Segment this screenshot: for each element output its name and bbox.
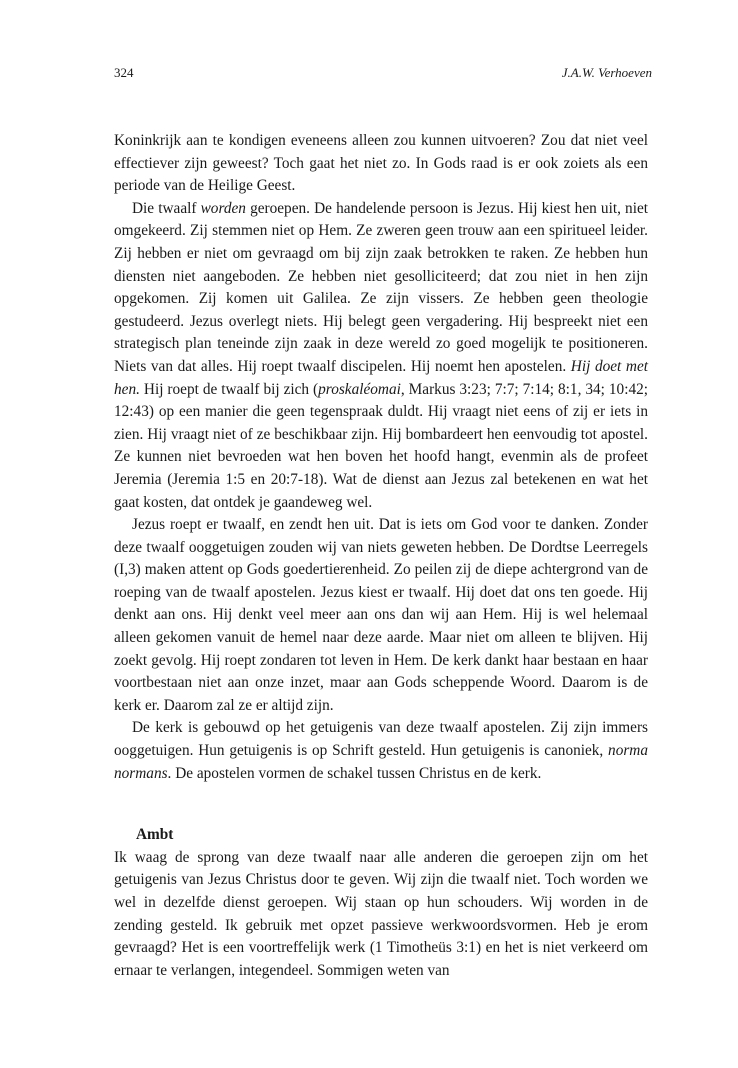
italic-norma-normans: norma normans xyxy=(114,742,648,782)
text-run: geroepen. De handelende persoon is Jezus. Hij kiest hen uit, niet omgekeerd. Zij stemmen niet op Hem. Ze zweren geen trouw aan een spiritueel leider. Zij hebben er niet om gevraagd om bij zijn zaak betrokken te raken. Ze hebben hun diensten niet aangeboden. Ze hebben niet gesolliciteerd; dat zou niet in hen zijn opgekomen. Zij komen uit Galilea. Ze zijn vissers. Ze hebben geen theologie gestudeerd. Jezus overlegt niets. Hij belegt geen vergadering. Hij bespreekt niet een strategisch plan teneinde zijn zaak in deze wereld zo goed mogelijk te positioneren. Niets van dat alles. Hij roept twaalf discipelen. Hij noemt hen apostelen. xyxy=(114,199,648,375)
section-heading-ambt: Ambt xyxy=(136,826,174,844)
paragraph-kerk-gebouwd xyxy=(114,717,648,785)
italic-proskaleomai: proskaléomai xyxy=(318,380,401,398)
italic-hij-doet-met-hen: Hij doet met hen. xyxy=(114,357,648,398)
paragraph-text: Jezus roept er twaalf, en zendt hen uit. Dat is iets om God voor te danken. Zonder deze twaalf ooggetuigen zouden wij van niets geweten hebben. De Dordtse Leerregels (I,3) maken attent op Gods goedertierenheid. Zo peilen zij de diepe achtergrond van de roeping van de twaalf apostelen. Jezus kiest er twaalf. Hij doet dat ons ten goede. Hij denkt aan ons. Hij denkt veel meer aan ons dan wij aan Hem. Hij is wel helemaal alleen gekomen vanuit de hemel naar deze aarde. Maar niet om alleen te blijven. Hij zoekt gevolg. Hij roept zondaren tot leven in Hem. De kerk dankt haar bestaan en haar voortbestaan niet aan onze inzet, maar aan Gods scheppende Woord. Daarom is de kerk er. Daarom zal ze er altijd zijn. xyxy=(114,516,648,714)
body-text xyxy=(114,130,648,982)
text-run: De kerk is gebouwd op het getuigenis van deze twaalf apostelen. Zij zijn immers ooggetuigen. Hun getuigenis is op Schrift gesteld. Hun getuigenis is canoniek, xyxy=(114,719,648,760)
paragraph-text: Koninkrijk aan te kondigen eveneens alleen zou kunnen uitvoeren? Zou dat niet veel effectiever zijn geweest? Toch gaat het niet zo. In Gods raad is er ook zoiets als een periode van de Heilige Geest. xyxy=(114,132,648,195)
paragraph-ambt xyxy=(114,847,648,983)
paragraph-twaalf-geroepen xyxy=(114,198,648,514)
text-run: , Markus 3:23; 7:7; 7:14; 8:1, 34; 10:42; 12:43) op een manier die geen tegenspraak duldt. Hij vraagt niet eens of zij er iets in zien. Hij vraagt niet of ze beschikbaar zijn. Hij bombardeert hen eenvoudig tot apostel. Ze kunnen niet bevroeden wat hen boven het hoofd hangt, evenmin als de profeet Jeremia (Jeremia 1:5 en 20:7-18). Wat de dienst aan Jezus zal betekenen en wat het gaat kosten, dat ontdek je gaandeweg wel. xyxy=(114,380,649,511)
paragraph-text: Ik waag de sprong van deze twaalf naar alle anderen die geroepen zijn om het getuigenis van Jezus Christus door te geven. Wij zijn die twaalf niet. Toch worden we wel in dezelfde dienst geroepen. Wij staan op hun schouders. Wij worden in de zending gesteld. Ik gebruik met opzet passieve werkwoordsvormen. Heb je erom gevraagd? Het is een voortreffelijk werk (1 Timotheüs 3:1) en het is niet verkeerd om ernaar te verlangen, integendeel. Sommigen weten van xyxy=(114,848,648,979)
page-number: 324 xyxy=(114,65,134,80)
running-title: J.A.W. Verhoeven xyxy=(561,65,652,80)
text-run: . De apostelen vormen de schakel tussen Christus en de kerk. xyxy=(167,764,542,782)
paragraph-jezus-roept xyxy=(114,514,648,717)
text-run: Hij roept de twaalf bij zich ( xyxy=(139,380,319,398)
paragraph-continued xyxy=(114,130,648,198)
text-run: Die twaalf xyxy=(132,199,201,217)
italic-worden: worden xyxy=(200,199,246,217)
